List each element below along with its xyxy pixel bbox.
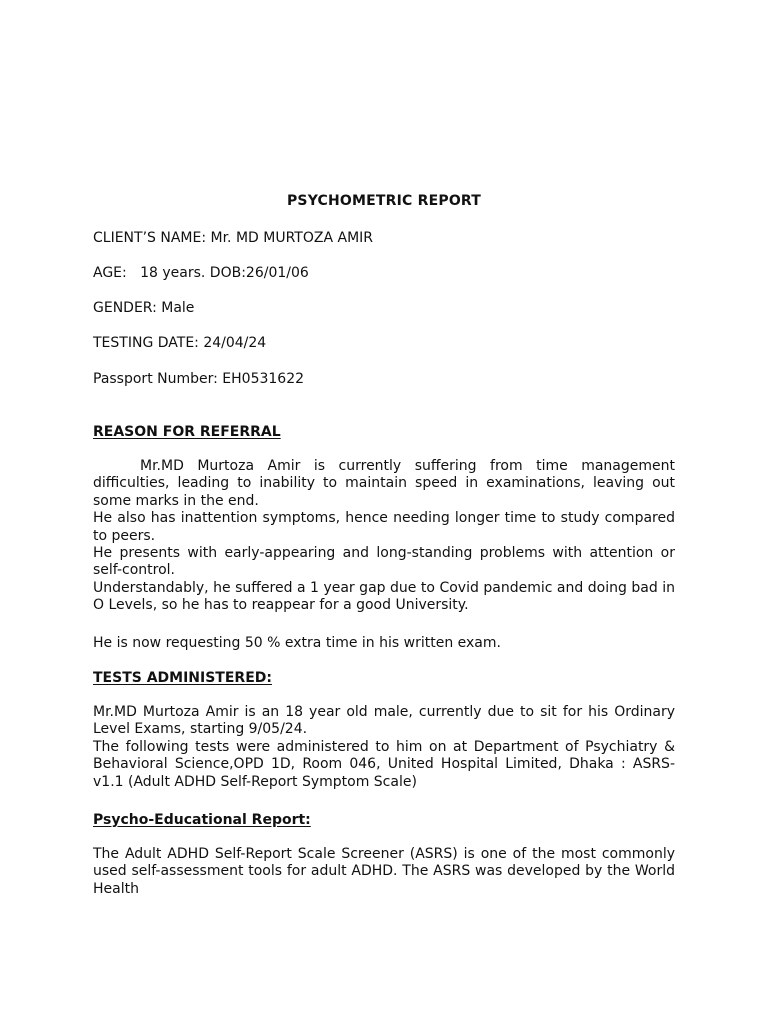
psycho-educational-paragraph-1: The Adult ADHD Self-Report Scale Screener (ASRS) is one of the most commonly used self-assessment tools for adult ADHD. The ASRS was developed by the World Health (93, 846, 675, 897)
tests-paragraph-1: Mr.MD Murtoza Amir is an 18 year old male, currently due to sit for his Ordinary Level Exams, starting 9/05/24. (93, 704, 675, 738)
gender-field: GENDER: Male (93, 300, 195, 316)
psycho-educational-section (93, 846, 675, 898)
tests-section (93, 704, 675, 791)
referral-paragraph-2: He also has inattention symptoms, hence needing longer time to study compared to peers. (93, 510, 675, 544)
referral-paragraph-3: He presents with early-appearing and long-standing problems with attention or self-control. (93, 545, 675, 579)
referral-section (93, 458, 675, 615)
referral-paragraph-4: Understandably, he suffered a 1 year gap due to Covid pandemic and doing bad in O Levels, so he has to reappear for a good University. (93, 579, 675, 614)
report-title: PSYCHOMETRIC REPORT (286, 193, 482, 209)
passport-field: Passport Number: EH0531622 (93, 371, 305, 387)
referral-heading: REASON FOR REFERRAL (93, 424, 281, 440)
testing-date-field: TESTING DATE: 24/04/24 (93, 335, 267, 351)
client-name-field: CLIENT’S NAME: Mr. MD MURTOZA AMIR (93, 230, 373, 246)
referral-paragraph-1: Mr.MD Murtoza Amir is currently suffering from time management difficulties, leading to inability to maintain speed in examinations, leaving out some marks in the end. (93, 458, 675, 509)
extra-time-request: He is now requesting 50 % extra time in his written exam. (93, 635, 501, 651)
psycho-educational-heading: Psycho-Educational Report: (93, 812, 311, 828)
tests-paragraph-2: The following tests were administered to him on at Department of Psychiatry & Behavioral Science,OPD 1D, Room 046, United Hospital Limited, Dhaka : ASRS-v1.1 (Adult ADHD Self-Report Symptom Scale) (93, 738, 675, 790)
age-field: AGE: 18 years. DOB:26/01/06 (93, 265, 309, 281)
tests-heading: TESTS ADMINISTERED: (93, 670, 272, 686)
